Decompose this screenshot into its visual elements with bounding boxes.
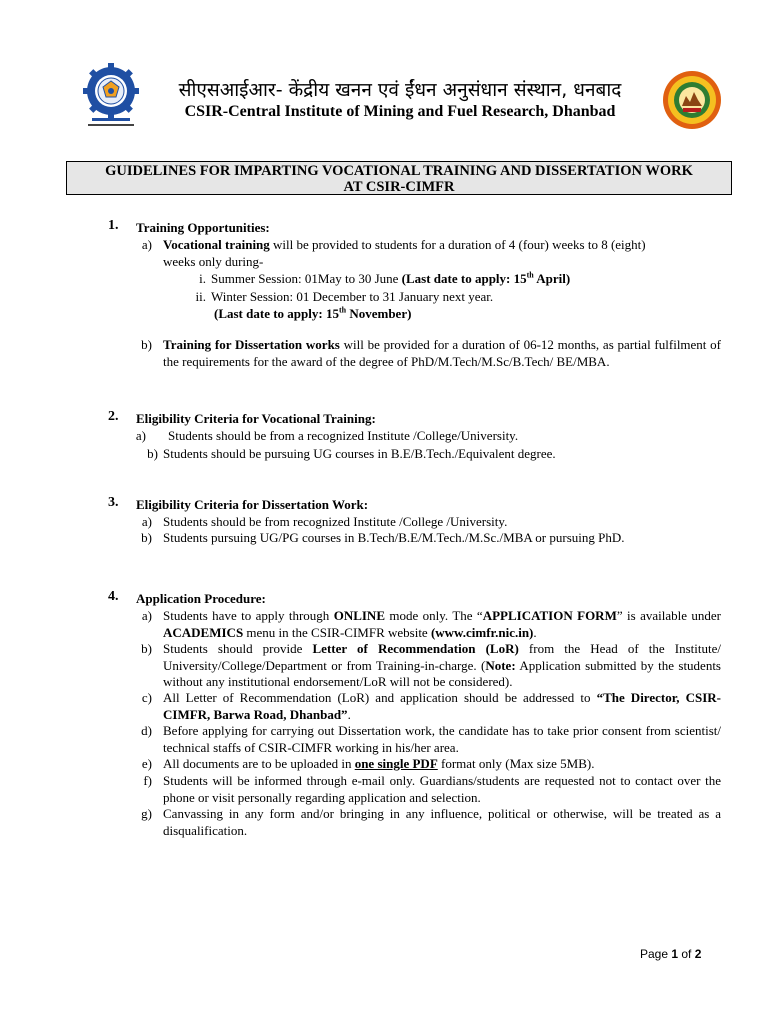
section-heading: Training Opportunities:: [136, 220, 270, 235]
item-text: All documents are to be uploaded in: [163, 756, 355, 771]
institute-name-hindi: सीएसआईआर- केंद्रीय खनन एवं ईंधन अनुसंधान संस्थान, धनबाद: [178, 79, 622, 101]
item-label: a): [135, 428, 146, 443]
list-item: [163, 641, 721, 691]
item-label: e): [141, 756, 152, 771]
item-bold-text: Letter of Recommendation (LoR): [312, 641, 519, 656]
item-label: a): [141, 237, 152, 252]
section-heading: Eligibility Criteria for Dissertation Work:: [136, 497, 369, 512]
list-item: Before applying for carrying out Dissertation work, the candidate has to take prior consent from scientist/ technical staffs of CSIR-CIMFR working in his/her area.: [163, 723, 721, 755]
item-bold-text: Vocational training: [163, 237, 270, 252]
item-label: b): [147, 446, 158, 461]
item-label: b): [141, 641, 152, 656]
item-bold-text: APPLICATION FORM: [482, 608, 617, 623]
item-bold-text: “The Director, CSIR-CIMFR, Barwa Road, Dhanbad”: [163, 690, 722, 722]
list-item: Students should be from a recognized Institute /College/University.: [168, 428, 519, 443]
section-heading: Application Procedure:: [136, 591, 266, 606]
list-item: Students pursuing UG/PG courses in B.Tech/B.E/M.Tech./M.Sc./MBA or pursuing PhD.: [163, 530, 625, 545]
item-text: ” is available under: [616, 608, 721, 623]
sub-list-item: Winter Session: 01 December to 31 January next year.: [211, 289, 494, 304]
guidelines-title-line2: AT CSIR-CIMFR: [343, 179, 455, 195]
item-label: g): [141, 806, 152, 821]
item-bold-text: (Last date to apply: 15: [214, 306, 339, 321]
item-underlined-text: one single PDF: [354, 756, 438, 771]
list-item: [163, 337, 721, 370]
section-number: 2.: [108, 409, 119, 424]
list-item: Canvassing in any form and/or bringing in any influence, political or otherwise, will be treated as a disqualification.: [163, 806, 721, 838]
item-label: b): [141, 530, 152, 545]
website-link[interactable]: (www.cimfr.nic.in): [430, 624, 534, 640]
page-current: 1: [671, 947, 679, 961]
item-text: Application submitted by the students without any institutional endorsement/LoR will not be considered).: [163, 657, 721, 689]
item-text: Summer Session: 01May to 30 June: [211, 271, 402, 286]
item-text-continued: weeks only during-: [163, 254, 264, 269]
page-word: Page: [640, 947, 672, 961]
item-bold-text: Training for Dissertation works: [163, 337, 340, 352]
item-bold-text: April): [533, 271, 571, 286]
list-item: [163, 237, 723, 254]
item-text: will be provided for a duration of 06-12 months, as partial fulfilment of the requirements for the award of the degree of PhD/M.Tech/M.Sc/B.Tech/ BE/MBA.: [163, 337, 721, 369]
item-text: Students should provide: [163, 641, 313, 656]
section-heading: Eligibility Criteria for Vocational Training:: [136, 411, 376, 426]
item-text: .: [347, 706, 351, 722]
institute-name-english: CSIR-Central Institute of Mining and Fuel Research, Dhanbad: [184, 103, 616, 120]
page-number: [640, 947, 701, 961]
section-number: 1.: [108, 218, 119, 233]
item-text: All Letter of Recommendation (LoR) and application should be addressed to: [163, 690, 597, 705]
page-total: 2: [694, 947, 702, 961]
of-word: of: [678, 947, 695, 961]
superscript: th: [526, 270, 534, 280]
list-item: [163, 756, 721, 773]
guidelines-title-line1: GUIDELINES FOR IMPARTING VOCATIONAL TRAINING AND DISSERTATION WORK: [105, 163, 693, 179]
guidelines-title-box: [66, 161, 732, 195]
list-item: [163, 608, 721, 641]
item-label: a): [141, 608, 152, 623]
sub-list-item-note: [214, 306, 714, 323]
item-bold-text: Note:: [485, 657, 516, 673]
superscript: th: [338, 305, 347, 315]
item-label: d): [141, 723, 152, 738]
item-label: f): [143, 773, 152, 788]
section-number: 4.: [108, 589, 119, 604]
subitem-label: ii.: [195, 289, 206, 304]
item-label: b): [141, 337, 152, 352]
item-bold-text: (Last date to apply: 15: [401, 271, 527, 286]
list-item: Students should be pursuing UG courses in B.E/B.Tech./Equivalent degree.: [163, 446, 556, 461]
item-label: a): [141, 514, 152, 529]
item-text: .: [533, 624, 537, 640]
subitem-label: i.: [199, 271, 206, 286]
item-label: c): [141, 690, 152, 705]
list-item: Students will be informed through e-mail only. Guardians/students are requested not to contact over the phone or visit personally regarding application and selection.: [163, 773, 721, 805]
item-bold-text: ACADEMICS: [163, 624, 244, 640]
item-text: format only (Max size 5MB).: [437, 756, 595, 771]
item-text: from the Head of the Institute/ University/College/Department or from Training-in-charge. (: [163, 641, 721, 673]
csir-gear-logo-icon: [80, 62, 142, 132]
list-item: [163, 690, 721, 723]
item-bold-text: ONLINE: [333, 608, 385, 623]
item-text: will be provided to students for a duration of 4 (four) weeks to 8 (eight): [269, 237, 646, 252]
list-item: Students should be from recognized Institute /College /University.: [163, 514, 508, 529]
item-text: Students have to apply through: [163, 608, 334, 623]
item-text: mode only. The “: [385, 608, 483, 623]
item-bold-text: November): [346, 306, 412, 321]
section-number: 3.: [108, 495, 119, 510]
sub-list-item: [211, 271, 731, 288]
item-text: menu in the CSIR-CIMFR website: [243, 624, 431, 640]
cimfr-seal-logo-icon: [662, 70, 722, 130]
